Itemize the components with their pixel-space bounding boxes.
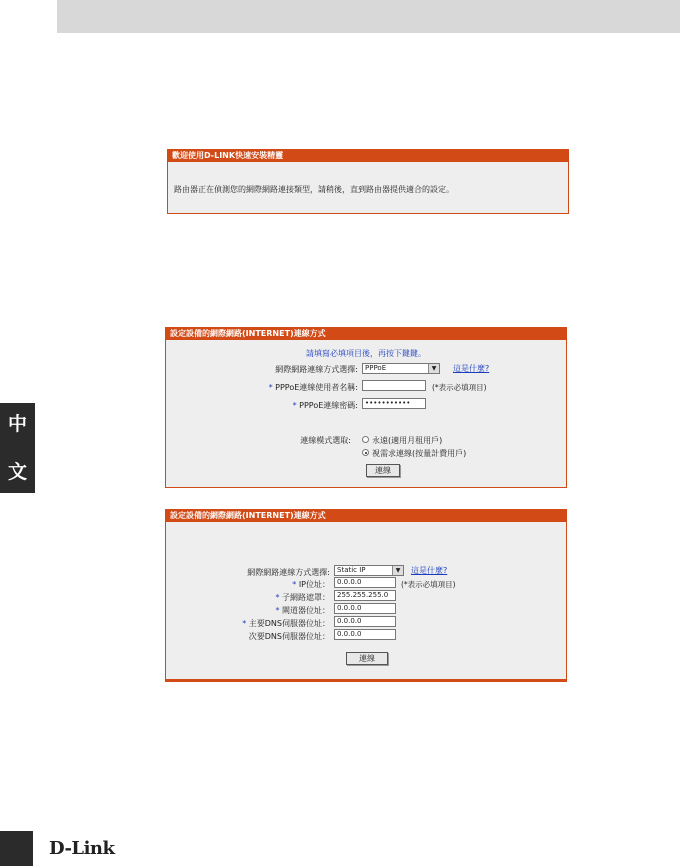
primary-dns-label	[242, 618, 330, 629]
whats-this-link[interactable]: 這是什麼?	[411, 566, 448, 575]
secondary-dns-label: 次要DNS伺服器位址：	[248, 632, 330, 641]
required-asterisk: *	[292, 580, 299, 589]
detecting-message: 路由器正在偵測您的網際網路連接類型，請稍後，直到路由器提供適合的設定。	[174, 185, 454, 194]
header-bar	[57, 0, 680, 33]
subnet-mask-input[interactable]: 255.255.255.0	[334, 590, 396, 601]
password-input[interactable]: •••••••••••	[362, 398, 426, 409]
language-side-tab	[0, 403, 35, 493]
connect-button[interactable]: 連線	[366, 464, 400, 477]
side-tab-char-1: 中	[7, 413, 27, 435]
password-label-text: PPPoE連線密碼:	[299, 401, 358, 410]
conn-type-label: 網際網路連線方式選擇:	[247, 568, 330, 577]
welcome-panel	[167, 149, 569, 214]
required-note: (*表示必填項目)	[432, 383, 487, 392]
footer-corner-block	[0, 831, 33, 866]
required-asterisk: *	[242, 619, 249, 628]
username-input[interactable]	[362, 380, 426, 391]
radio-on-demand[interactable]	[362, 449, 369, 456]
required-asterisk: *	[268, 383, 276, 392]
panel-bottom-border	[166, 679, 566, 681]
gateway-input[interactable]: 0.0.0.0	[334, 603, 396, 614]
ip-label	[292, 579, 330, 590]
static-ip-panel	[165, 509, 567, 682]
required-asterisk: *	[292, 401, 300, 410]
gateway-label	[275, 605, 330, 616]
primary-dns-input[interactable]: 0.0.0.0	[334, 616, 396, 627]
option-always-on-label: 永遠(適用月租用戶)	[372, 436, 443, 445]
gateway-label-text: 閘道器位址：	[282, 606, 330, 615]
radio-always-on[interactable]	[362, 436, 369, 443]
username-label-text: PPPoE連線使用者名稱:	[275, 383, 358, 392]
subnet-mask-label	[275, 592, 330, 603]
conn-type-select[interactable]	[362, 363, 440, 374]
primary-dns-label-text: 主要DNS伺服器位址：	[248, 619, 330, 628]
conn-type-select[interactable]	[334, 565, 404, 576]
pppoe-panel-title: 設定設備的網際網路(INTERNET)連線方式	[166, 328, 566, 340]
chevron-down-icon: ▼	[392, 566, 403, 575]
ip-label-text: IP位址：	[298, 580, 330, 589]
dlink-logo: D-Link	[49, 838, 115, 859]
option-on-demand-label: 視需求連線(按量計費用戶)	[372, 449, 467, 458]
static-panel-title: 設定設備的網際網路(INTERNET)連線方式	[166, 510, 566, 522]
secondary-dns-input[interactable]: 0.0.0.0	[334, 629, 396, 640]
conn-type-value: Static IP	[337, 566, 366, 574]
welcome-panel-title: 歡迎使用D-LINK快速安裝精靈	[168, 150, 568, 162]
required-asterisk: *	[275, 593, 282, 602]
whats-this-link[interactable]: 這是什麼?	[453, 364, 490, 373]
pppoe-panel	[165, 327, 567, 488]
password-label	[293, 400, 358, 411]
ip-address-input[interactable]: 0.0.0.0	[334, 577, 396, 588]
username-label	[269, 382, 358, 393]
required-note: (*表示必填項目)	[401, 580, 456, 589]
connect-button[interactable]: 連線	[346, 652, 388, 665]
conn-type-value: PPPoE	[365, 364, 387, 372]
side-tab-char-2: 文	[7, 461, 27, 483]
connection-mode-label: 連線模式選取:	[300, 436, 351, 445]
required-asterisk: *	[275, 606, 282, 615]
chevron-down-icon: ▼	[428, 364, 439, 373]
instruction-text: 請填寫必填項目後，再按下鍵鍵。	[306, 349, 426, 358]
conn-type-label: 網際網路連線方式選擇:	[275, 365, 358, 374]
subnet-mask-label-text: 子網路遮罩：	[282, 593, 330, 602]
